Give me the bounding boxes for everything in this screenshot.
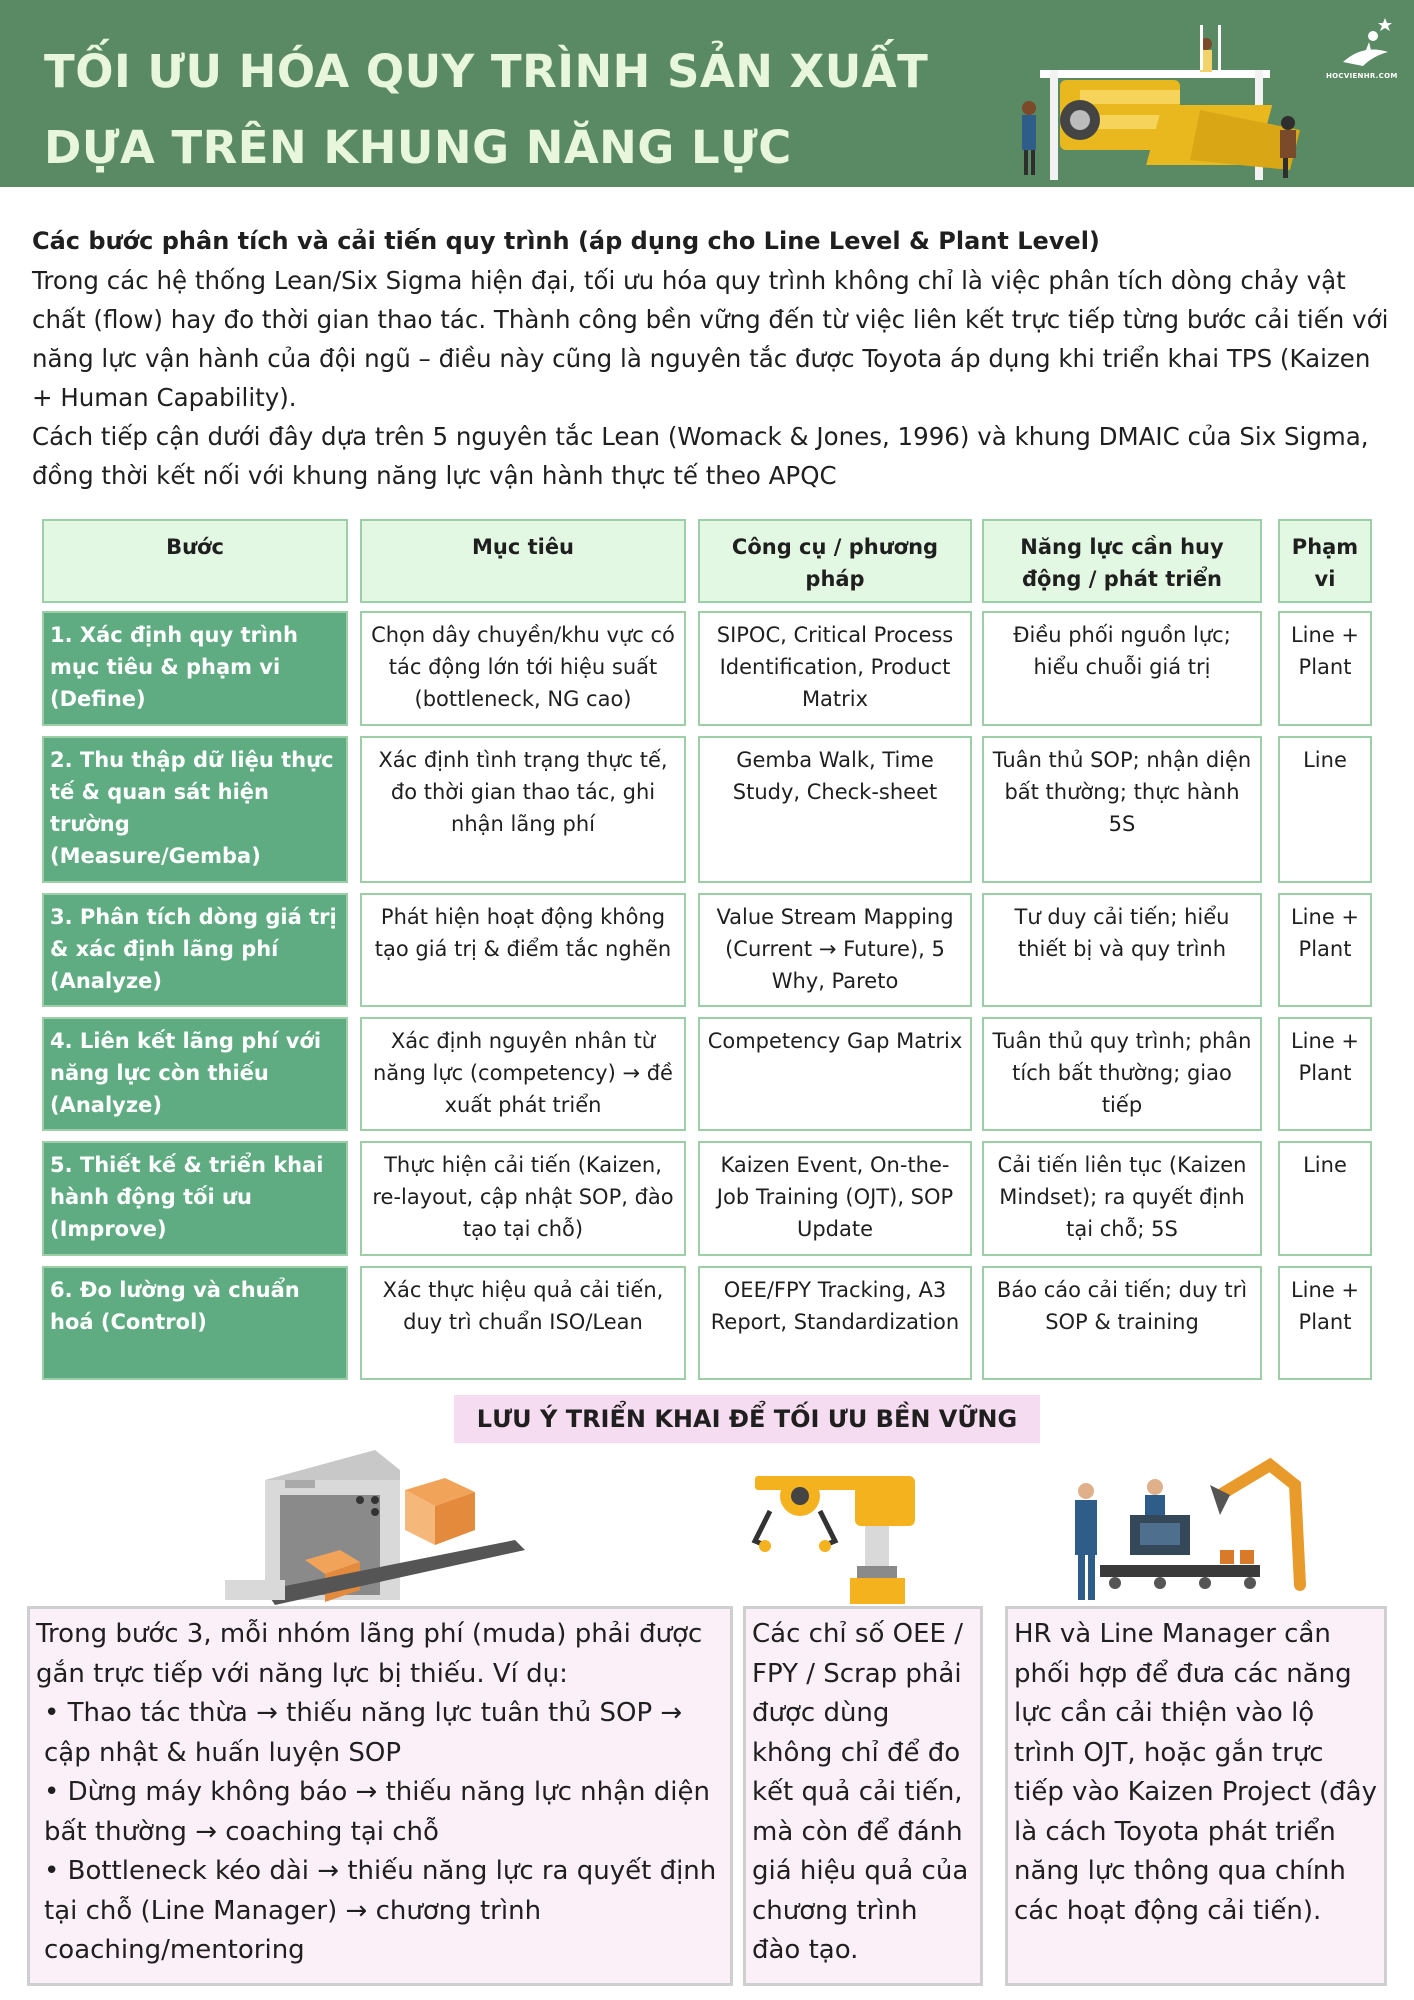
table-row-1-step: 1. Xác định quy trình mục tiêu & phạm vi (Define): [42, 611, 348, 726]
table-row-6-goal: Xác thực hiệu quả cải tiến, duy trì chuẩn ISO/Lean: [360, 1266, 686, 1380]
robot-arm-illustration: [745, 1476, 945, 1606]
note-box-2-text: Các chỉ số OEE / FPY / Scrap phải được dùng không chỉ để đo kết quả cải tiến, mà còn để đánh giá hiệu quả của chương trình đào tạo.: [752, 1619, 969, 1965]
note-box-1-bullet-1: • Thao tác thừa → thiếu năng lực tuân thủ SOP → cập nhật & huấn luyện SOP: [44, 1698, 683, 1768]
table-header-step: Bước: [42, 519, 348, 603]
table-row-1-capability: Điều phối nguồn lực; hiểu chuỗi giá trị: [982, 611, 1262, 726]
table-row-3-tool: Value Stream Mapping (Current → Future), 5 Why, Pareto: [698, 893, 972, 1007]
note-box-1-intro: Trong bước 3, mỗi nhóm lãng phí (muda) phải được gắn trực tiếp với năng lực bị thiếu. Ví dụ:: [36, 1619, 703, 1689]
table-row-2-step: 2. Thu thập dữ liệu thực tế & quan sát hiện trường (Measure/Gemba): [42, 736, 348, 883]
table-row-6-scope: Line + Plant: [1278, 1266, 1372, 1380]
intro-section: [32, 222, 1392, 495]
table-row-5-goal: Thực hiện cải tiến (Kaizen, re-layout, cập nhật SOP, đào tạo tại chỗ): [360, 1141, 686, 1256]
title-line-1: TỐI ƯU HÓA QUY TRÌNH SẢN XUẤT: [44, 45, 929, 98]
notes-banner: LƯU Ý TRIỂN KHAI ĐỂ TỐI ƯU BỀN VỮNG: [454, 1395, 1040, 1443]
table-row-3-scope: Line + Plant: [1278, 893, 1372, 1007]
table-row-3-goal: Phát hiện hoạt động không tạo giá trị & điểm tắc nghẽn: [360, 893, 686, 1007]
page-title: [44, 34, 928, 186]
table-row-4-step: 4. Liên kết lãng phí với năng lực còn thiếu (Analyze): [42, 1017, 348, 1131]
table-header-capability: Năng lực cần huy động / phát triển: [982, 519, 1262, 603]
table-row-5-scope: Line: [1278, 1141, 1372, 1256]
factory-machine-illustration: [1000, 20, 1320, 187]
note-box-1-bullet-3: • Bottleneck kéo dài → thiếu năng lực ra quyết định tại chỗ (Line Manager) → chương trình coaching/mentoring: [44, 1856, 717, 1965]
intro-paragraph-1: Trong các hệ thống Lean/Six Sigma hiện đại, tối ưu hóa quy trình không chỉ là việc phân tích dòng chảy vật chất (flow) hay đo thời gian thao tác. Thành công bền vững đến từ việc liên kết trực tiếp từng bước cải tiến với năng lực vận hành của đội ngũ – điều này cũng là nguyên tắc được Toyota áp dụng khi triển khai TPS (Kaizen + Human Capability).: [32, 266, 1389, 412]
intro-heading: Các bước phân tích và cải tiến quy trình (áp dụng cho Line Level & Plant Level): [32, 227, 1100, 255]
table-row-6-capability: Báo cáo cải tiến; duy trì SOP & training: [982, 1266, 1262, 1380]
logo-text: HOCVIENHR.COM: [1326, 72, 1398, 80]
table-row-6-tool: OEE/FPY Tracking, A3 Report, Standardization: [698, 1266, 972, 1380]
table-row-1-scope: Line + Plant: [1278, 611, 1372, 726]
note-box-kpi: [743, 1606, 983, 1986]
header-banner: [0, 0, 1414, 187]
intro-paragraph-2: Cách tiếp cận dưới đây dựa trên 5 nguyên tắc Lean (Womack & Jones, 1996) và khung DMAIC của Six Sigma, đồng thời kết nối với khung năng lực vận hành thực tế theo APQC: [32, 422, 1369, 490]
packaging-machine-illustration: [225, 1450, 525, 1605]
note-box-hr-coordination: [1005, 1606, 1387, 1986]
table-row-4-tool: Competency Gap Matrix: [698, 1017, 972, 1131]
table-row-2-tool: Gemba Walk, Time Study, Check-sheet: [698, 736, 972, 883]
table-row-3-capability: Tư duy cải tiến; hiểu thiết bị và quy trình: [982, 893, 1262, 1007]
title-line-2: DỰA TRÊN KHUNG NĂNG LỰC: [44, 121, 792, 174]
table-row-4-goal: Xác định nguyên nhân từ năng lực (competency) → đề xuất phát triển: [360, 1017, 686, 1131]
table-row-1-goal: Chọn dây chuyền/khu vực có tác động lớn tới hiệu suất (bottleneck, NG cao): [360, 611, 686, 726]
table-row-4-capability: Tuân thủ quy trình; phân tích bất thường; giao tiếp: [982, 1017, 1262, 1131]
table-row-6-step: 6. Đo lường và chuẩn hoá (Control): [42, 1266, 348, 1380]
table-row-1-tool: SIPOC, Critical Process Identification, Product Matrix: [698, 611, 972, 726]
table-row-3-step: 3. Phân tích dòng giá trị & xác định lãng phí (Analyze): [42, 893, 348, 1007]
note-box-1-bullet-2: • Dừng máy không báo → thiếu năng lực nhận diện bất thường → coaching tại chỗ: [44, 1777, 710, 1847]
table-row-2-capability: Tuân thủ SOP; nhận diện bất thường; thực hành 5S: [982, 736, 1262, 883]
note-box-waste-mapping: [27, 1606, 733, 1986]
table-row-5-step: 5. Thiết kế & triển khai hành động tối ưu (Improve): [42, 1141, 348, 1256]
table-row-2-goal: Xác định tình trạng thực tế, đo thời gian thao tác, ghi nhận lãng phí: [360, 736, 686, 883]
table-header-tools: Công cụ / phương pháp: [698, 519, 972, 603]
table-row-5-tool: Kaizen Event, On-the-Job Training (OJT), SOP Update: [698, 1141, 972, 1256]
table-header-scope: Phạm vi: [1278, 519, 1372, 603]
table-row-5-capability: Cải tiến liên tục (Kaizen Mindset); ra quyết định tại chỗ; 5S: [982, 1141, 1262, 1256]
table-row-2-scope: Line: [1278, 736, 1372, 883]
table-header-goal: Mục tiêu: [360, 519, 686, 603]
assembly-line-workers-illustration: [1070, 1455, 1310, 1605]
note-box-3-text: HR và Line Manager cần phối hợp để đưa các năng lực cần cải thiện vào lộ trình OJT, hoặc gắn trực tiếp vào Kaizen Project (đây là cách Toyota phát triển năng lực thông qua chính các hoạt động cải tiến).: [1014, 1619, 1377, 1926]
table-row-4-scope: Line + Plant: [1278, 1017, 1372, 1131]
